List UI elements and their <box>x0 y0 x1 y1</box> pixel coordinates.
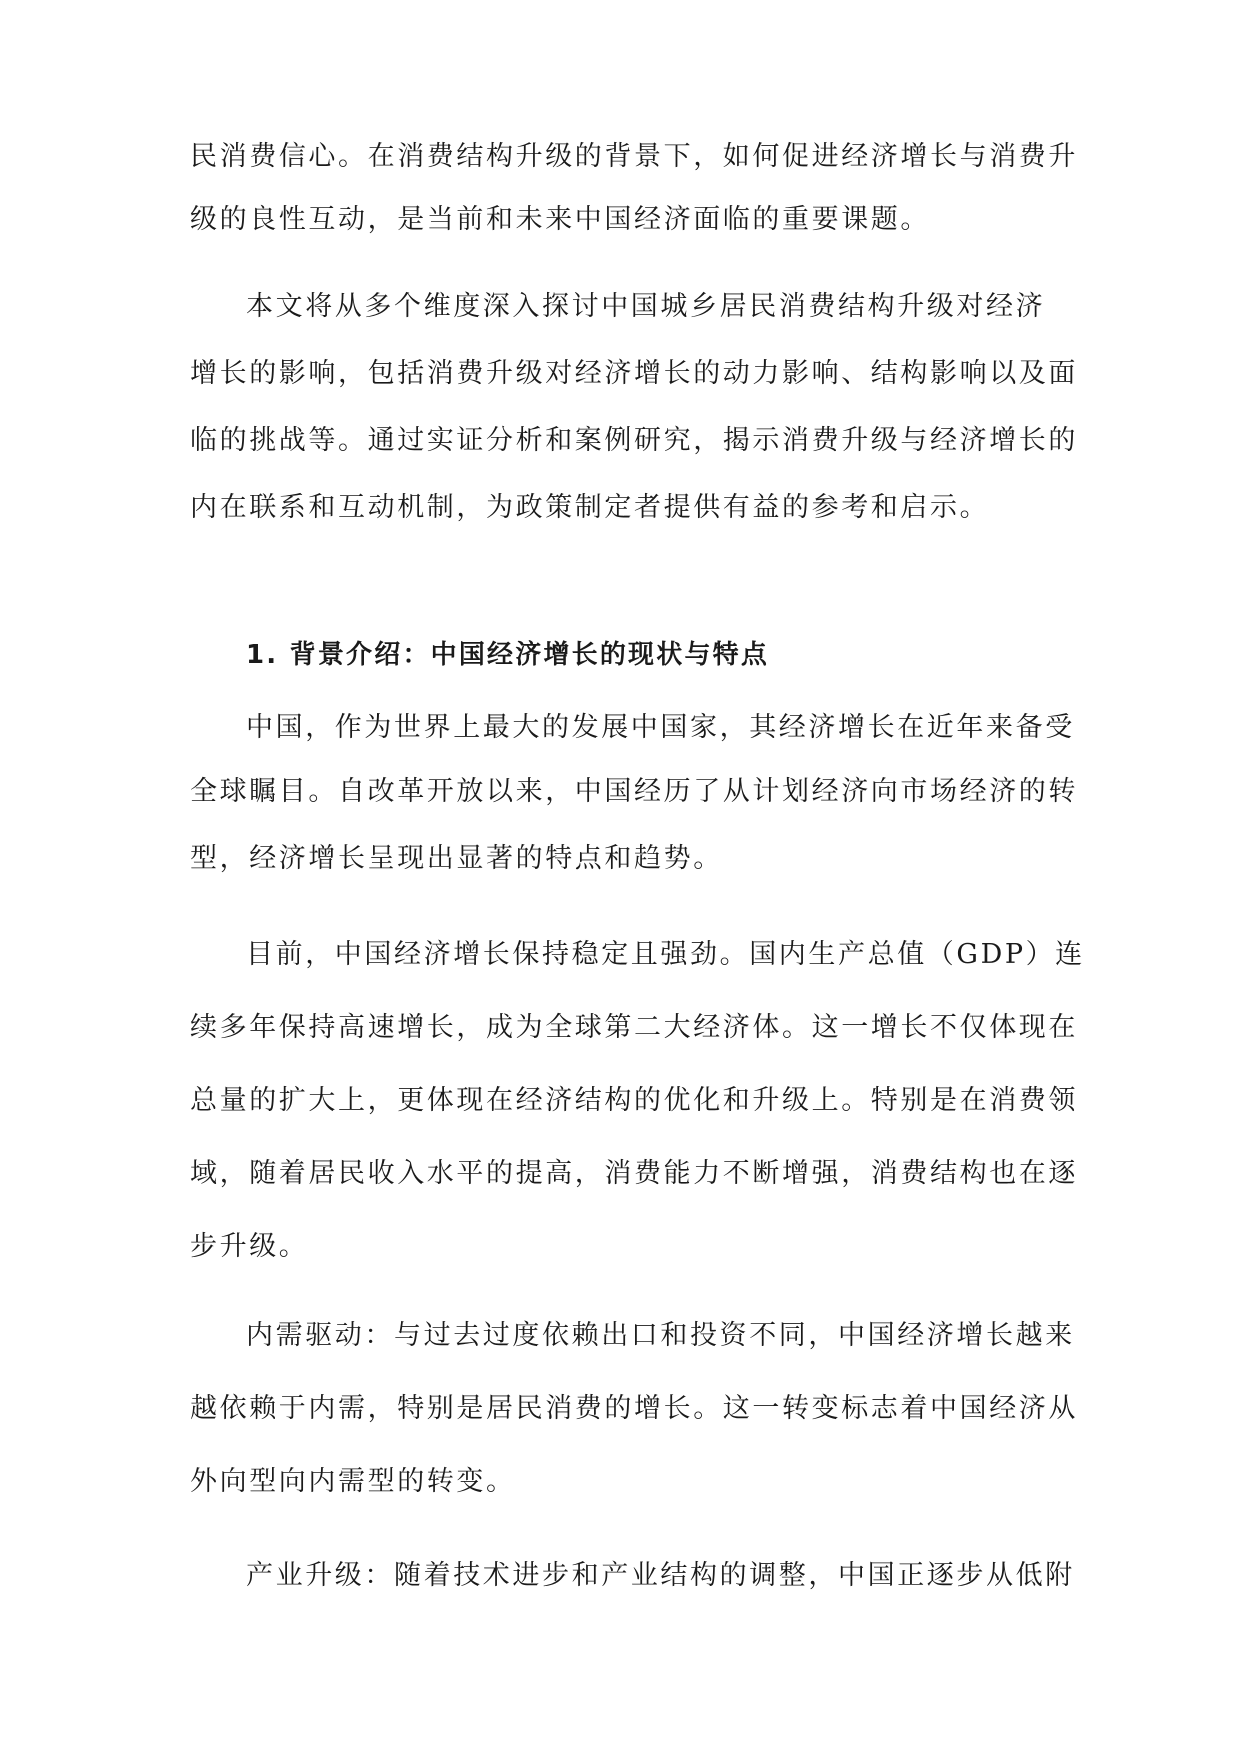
paragraph-line: 越依赖于内需，特别是居民消费的增长。这一转变标志着中国经济从 <box>190 1393 1078 1424</box>
paragraph-line: 民消费信心。在消费结构升级的背景下，如何促进经济增长与消费升 <box>190 141 1078 172</box>
paragraph-line: 中国，作为世界上最大的发展中国家，其经济增长在近年来备受 <box>246 712 1075 743</box>
paragraph-line: 步升级。 <box>190 1231 309 1262</box>
paragraph-line: 内需驱动：与过去过度依赖出口和投资不同，中国经济增长越来 <box>246 1320 1075 1351</box>
paragraph-line: 产业升级：随着技术进步和产业结构的调整，中国正逐步从低附 <box>246 1560 1075 1591</box>
paragraph-line: 内在联系和互动机制，为政策制定者提供有益的参考和启示。 <box>190 492 990 523</box>
paragraph-line: 总量的扩大上，更体现在经济结构的优化和升级上。特别是在消费领 <box>190 1085 1078 1116</box>
section-number: 1. <box>246 640 279 670</box>
paragraph-line: 目前，中国经济增长保持稳定且强劲。国内生产总值（GDP）连 <box>246 939 1085 970</box>
paragraph-line: 续多年保持高速增长，成为全球第二大经济体。这一增长不仅体现在 <box>190 1012 1078 1043</box>
paragraph-line: 增长的影响，包括消费升级对经济增长的动力影响、结构影响以及面 <box>190 358 1078 389</box>
section-title: 背景介绍：中国经济增长的现状与特点 <box>289 640 770 670</box>
paragraph-line: 临的挑战等。通过实证分析和案例研究，揭示消费升级与经济增长的 <box>190 425 1078 456</box>
paragraph-line: 型，经济增长呈现出显著的特点和趋势。 <box>190 843 723 874</box>
paragraph-line: 级的良性互动，是当前和未来中国经济面临的重要课题。 <box>190 204 930 235</box>
section-heading <box>246 635 769 675</box>
paragraph-line: 域，随着居民收入水平的提高，消费能力不断增强，消费结构也在逐 <box>190 1158 1078 1189</box>
paragraph-line: 全球瞩目。自改革开放以来，中国经历了从计划经济向市场经济的转 <box>190 776 1078 807</box>
paragraph-line: 本文将从多个维度深入探讨中国城乡居民消费结构升级对经济 <box>246 291 1046 322</box>
paragraph-line: 外向型向内需型的转变。 <box>190 1466 516 1497</box>
